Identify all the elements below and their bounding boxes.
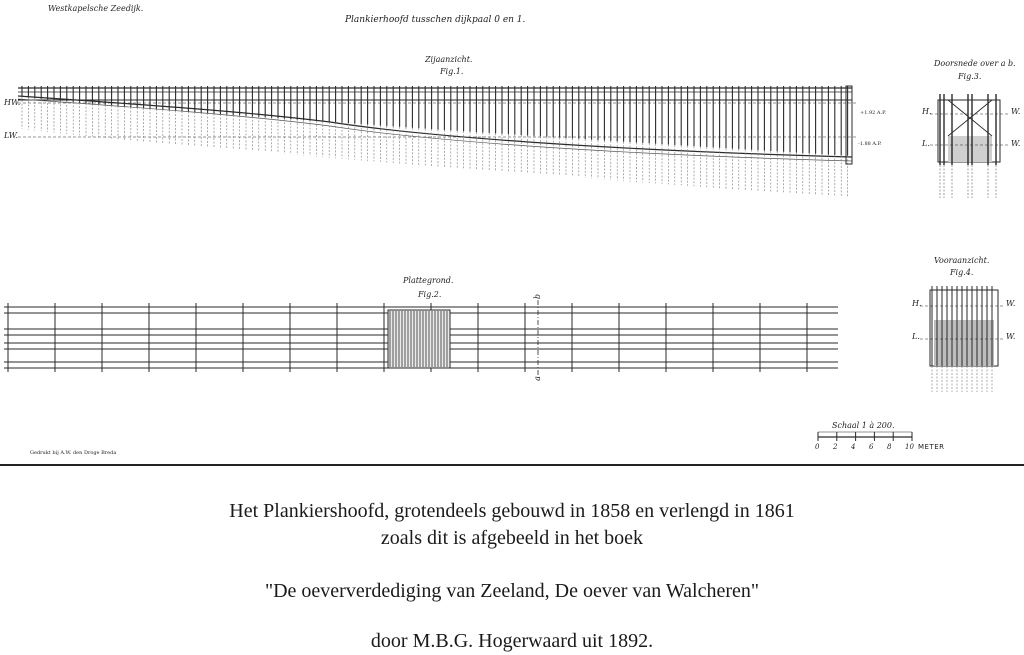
fig4-level-w-top: W. bbox=[1006, 299, 1016, 308]
fig4-number: Fig.4. bbox=[950, 268, 974, 277]
corner-title: Westkapelsche Zeedijk. bbox=[48, 4, 144, 13]
elevation-lower-label: -1.88 A.P. bbox=[858, 141, 882, 147]
fig3-level-w-bottom: W. bbox=[1011, 139, 1021, 148]
scale-tick-label: 8 bbox=[887, 443, 892, 451]
section-mark-b: b bbox=[533, 293, 543, 300]
scale-tick-label: 2 bbox=[833, 443, 838, 451]
main-title: Plankierhoofd tusschen dijkpaal 0 en 1. bbox=[345, 15, 526, 25]
fig4-level-h: H. bbox=[912, 299, 922, 308]
scale-tick-label: 10 bbox=[905, 443, 914, 451]
level-lw-label: LW. bbox=[4, 131, 18, 140]
fig2-number: Fig.2. bbox=[418, 290, 442, 299]
fig4-level-l: L. bbox=[912, 332, 920, 341]
fig3-level-h: H. bbox=[922, 107, 932, 116]
caption-line-2: zoals dit is afgebeeld in het boek bbox=[380, 527, 644, 549]
scale-tick-label: 4 bbox=[851, 443, 856, 451]
plate-border-line bbox=[0, 464, 1024, 466]
scale-tick-label: 6 bbox=[869, 443, 874, 451]
scale-unit: METER bbox=[918, 443, 945, 451]
elevation-upper-label: +1.92 A.P. bbox=[860, 110, 887, 116]
caption-line-1: Het Plankiershoofd, grotendeels gebouwd in 1858 en verlengd in 1861 bbox=[229, 500, 795, 522]
fig3-level-l: L. bbox=[922, 139, 930, 148]
fig4-title: Vooraanzicht. bbox=[934, 256, 990, 265]
caption-line-4: door M.B.G. Hogerwaard uit 1892. bbox=[370, 630, 654, 652]
fig2-title: Plattegrond. bbox=[403, 276, 454, 285]
caption-line-3: "De oeververdediging van Zeeland, De oever van Walcheren" bbox=[264, 580, 760, 602]
fig3-level-w-top: W. bbox=[1011, 107, 1021, 116]
level-hw-label: HW. bbox=[4, 98, 21, 107]
fig1-number: Fig.1. bbox=[440, 67, 464, 76]
section-mark-a: a bbox=[532, 376, 542, 381]
printer-credit: Gedrukt bij A.W. den Droge Breda bbox=[30, 450, 117, 456]
fig3-number: Fig.3. bbox=[958, 72, 982, 81]
scale-title: Schaal 1 à 200. bbox=[832, 421, 895, 430]
fig1-title: Zijaanzicht. bbox=[425, 55, 473, 64]
fig3-title: Doorsnede over a b. bbox=[934, 59, 1016, 68]
fig4-level-w-bottom: W. bbox=[1006, 332, 1016, 341]
scale-tick-label: 0 bbox=[815, 443, 820, 451]
